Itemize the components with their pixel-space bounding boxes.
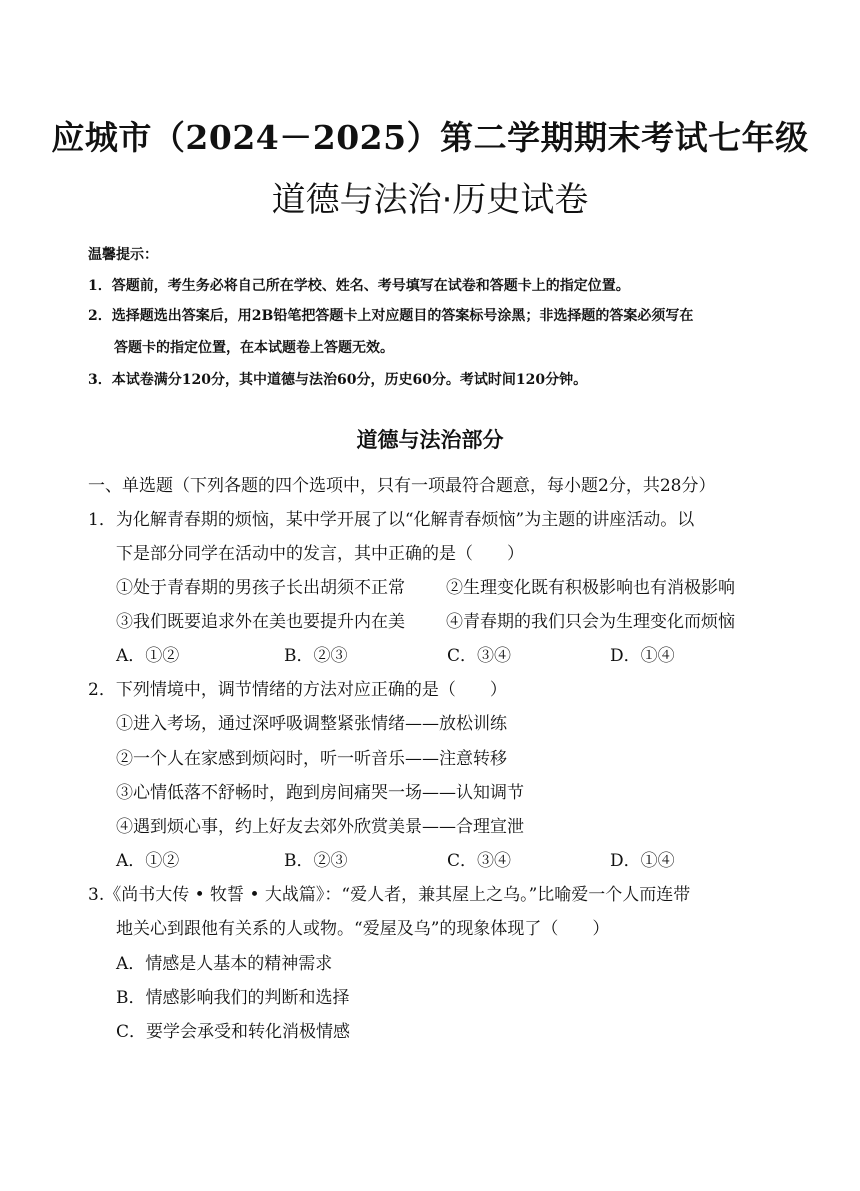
q1-statement: ①处于青春期的男孩子长出胡须不正常 (116, 578, 405, 598)
q2-statement: ③心情低落不舒畅时，跑到房间痛哭一场——认知调节 (116, 783, 524, 803)
q1-statement: ②生理变化既有积极影响也有消极影响 (446, 578, 735, 598)
tip-item: 答题卡的指定位置，在本试题卷上答题无效。 (114, 340, 394, 356)
q3-option-a: A．情感是人基本的精神需求 (116, 954, 333, 974)
q1-option-a: A．①② (116, 646, 180, 666)
q2-statement: ④遇到烦心事，约上好友去郊外欣赏美景——合理宣泄 (116, 817, 524, 837)
q2-option-c: C．③④ (447, 851, 512, 871)
tip-item: 2．选择题选出答案后，用2B铅笔把答题卡上对应题目的答案标号涂黑；非选择题的答案必须写在 (88, 308, 694, 324)
exam-subtitle: 道德与法治·历史试卷 (271, 180, 589, 220)
q3-stem-cont: 地关心到跟他有关系的人或物。“爱屋及乌”的现象体现了（ ） (116, 919, 610, 939)
q2-statement: ①进入考场，通过深呼吸调整紧张情绪——放松训练 (116, 714, 507, 734)
exam-title: 应城市（2024－2025）第二学期期末考试七年级 (51, 118, 809, 157)
q3-option-c: C．要学会承受和转化消极情感 (116, 1022, 351, 1042)
q1-option-b: B．②③ (284, 646, 348, 666)
q1-statement: ④青春期的我们只会为生理变化而烦恼 (446, 612, 735, 632)
q1-statement: ③我们既要追求外在美也要提升内在美 (116, 612, 405, 632)
tip-item: 3．本试卷满分120分，其中道德与法治60分，历史60分。考试时间120分钟。 (88, 372, 588, 388)
q1-stem-cont: 下是部分同学在活动中的发言，其中正确的是（ ） (116, 544, 524, 564)
q3-option-b: B．情感影响我们的判断和选择 (116, 988, 350, 1008)
q1-option-c: C．③④ (447, 646, 512, 666)
q1-stem: 1．为化解青春期的烦恼，某中学开展了以“化解青春烦恼”为主题的讲座活动。以 (88, 510, 695, 530)
q2-statement: ②一个人在家感到烦闷时，听一听音乐——注意转移 (116, 749, 507, 769)
q3-stem: 3.《尚书大传 • 牧誓 • 大战篇》：“爱人者，兼其屋上之乌。”比喻爱一个人而连带 (88, 885, 691, 905)
tips-heading: 温馨提示： (88, 247, 158, 263)
q2-option-d: D．①④ (610, 851, 675, 871)
q1-option-d: D．①④ (610, 646, 675, 666)
q2-option-a: A．①② (116, 851, 180, 871)
q2-option-b: B．②③ (284, 851, 348, 871)
part-heading: 一、单选题（下列各题的四个选项中，只有一项最符合题意，每小题2分，共28分） (88, 476, 716, 496)
section-title: 道德与法治部分 (356, 428, 504, 452)
q2-stem: 2．下列情境中，调节情绪的方法对应正确的是（ ） (88, 680, 507, 700)
tip-item: 1．答题前，考生务必将自己所在学校、姓名、考号填写在试卷和答题卡上的指定位置。 (88, 278, 630, 294)
